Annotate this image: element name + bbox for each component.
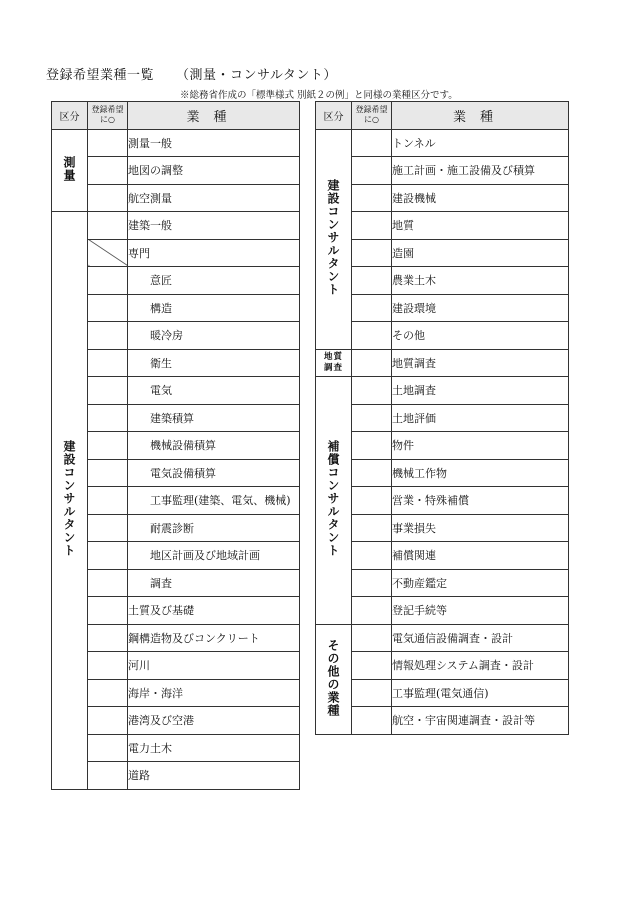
left-industry-table [51, 101, 300, 790]
table-row [316, 349, 569, 377]
category-label: 地質調査 [323, 351, 343, 373]
table-header-row [52, 102, 300, 130]
table-row [316, 569, 569, 597]
table-row [52, 707, 300, 735]
mark-cell[interactable] [88, 267, 128, 295]
industry-item: 物件 [392, 432, 569, 460]
mark-cell[interactable] [352, 459, 392, 487]
table-row [52, 267, 300, 295]
mark-cell[interactable] [352, 432, 392, 460]
industry-item: 意匠 [128, 267, 300, 295]
table-row [52, 404, 300, 432]
category-construction [52, 212, 88, 790]
table-row [52, 597, 300, 625]
industry-item: 造園 [392, 239, 569, 267]
table-row [52, 762, 300, 790]
mark-cell[interactable] [88, 487, 128, 515]
industry-item: 暖冷房 [128, 322, 300, 350]
table-row [316, 377, 569, 405]
mark-cell[interactable] [352, 514, 392, 542]
industry-item: 情報処理システム調査・設計 [392, 652, 569, 680]
industry-item: 港湾及び空港 [128, 707, 300, 735]
table-row [316, 707, 569, 735]
table-row [52, 377, 300, 405]
mark-cell[interactable] [88, 624, 128, 652]
table-row [316, 212, 569, 240]
header-mark: 登録希望に○ [352, 102, 392, 130]
table-row [316, 404, 569, 432]
industry-item: 工事監理(建築、電気、機械) [128, 487, 300, 515]
industry-item: 電気通信設備調査・設計 [392, 624, 569, 652]
header-item: 業種 [392, 102, 569, 130]
industry-item: 地図の調整 [128, 157, 300, 185]
table-row [316, 514, 569, 542]
mark-cell[interactable] [88, 679, 128, 707]
industry-item: 構造 [128, 294, 300, 322]
industry-item: 土地評価 [392, 404, 569, 432]
category-label: その他の業種 [326, 638, 340, 717]
header-item: 業種 [128, 102, 300, 130]
mark-cell[interactable] [352, 707, 392, 735]
title-main: 登録希望業種一覧 [46, 68, 155, 83]
table-row [52, 459, 300, 487]
table-row [52, 569, 300, 597]
note-text: ※総務省作成の「標準様式 別紙２の例」と同様の業種区分です。 [180, 90, 458, 101]
industry-item: 地区計画及び地域計画 [128, 542, 300, 570]
industry-item: 土質及び基礎 [128, 597, 300, 625]
mark-cell[interactable] [88, 322, 128, 350]
industry-item: 事業損失 [392, 514, 569, 542]
mark-cell[interactable] [88, 652, 128, 680]
category-label: 測量 [62, 155, 76, 182]
mark-cell[interactable] [352, 129, 392, 157]
table-row [52, 542, 300, 570]
table-row [52, 184, 300, 212]
industry-item: 建設環境 [392, 294, 569, 322]
table-row [52, 157, 300, 185]
industry-item: 工事監理(電気通信) [392, 679, 569, 707]
mark-cell[interactable] [88, 459, 128, 487]
mark-cell[interactable] [352, 294, 392, 322]
industry-item: その他 [392, 322, 569, 350]
mark-cell[interactable] [88, 212, 128, 240]
category-survey [52, 129, 88, 212]
mark-cell[interactable] [88, 569, 128, 597]
table-row [316, 129, 569, 157]
industry-item: 地質調査 [392, 349, 569, 377]
mark-cell[interactable] [88, 707, 128, 735]
right-industry-table [315, 101, 569, 735]
table-header-row [316, 102, 569, 130]
table-row [316, 487, 569, 515]
mark-cell[interactable] [88, 294, 128, 322]
industry-item: 電気 [128, 377, 300, 405]
industry-item: 建築積算 [128, 404, 300, 432]
table-row [316, 432, 569, 460]
table-row [316, 624, 569, 652]
category-label: 建設コンサルタント [62, 440, 76, 558]
industry-item: 航空・宇宙関連調査・設計等 [392, 707, 569, 735]
table-row [52, 432, 300, 460]
mark-cell[interactable] [352, 624, 392, 652]
category-geology [316, 349, 352, 377]
header-category: 区分 [316, 102, 352, 130]
table-row [316, 267, 569, 295]
mark-cell[interactable] [352, 157, 392, 185]
industry-item: 専門 [128, 239, 300, 267]
industry-item: 土地調査 [392, 377, 569, 405]
table-row [316, 322, 569, 350]
mark-cell[interactable] [352, 487, 392, 515]
table-row [52, 514, 300, 542]
mark-cell[interactable] [88, 129, 128, 157]
industry-item: 電力土木 [128, 734, 300, 762]
page-title [46, 64, 337, 83]
table-row [52, 679, 300, 707]
mark-cell[interactable] [352, 679, 392, 707]
mark-cell[interactable] [352, 652, 392, 680]
mark-cell[interactable] [88, 734, 128, 762]
mark-cell[interactable] [352, 212, 392, 240]
category-other [316, 624, 352, 734]
industry-item: 補償関連 [392, 542, 569, 570]
industry-item: 鋼構造物及びコンクリート [128, 624, 300, 652]
table-row [316, 652, 569, 680]
table-row [52, 652, 300, 680]
title-sub: （測量・コンサルタント） [176, 68, 337, 83]
industry-item: 航空測量 [128, 184, 300, 212]
industry-item: 営業・特殊補償 [392, 487, 569, 515]
table-row [52, 349, 300, 377]
mark-cell[interactable] [352, 322, 392, 350]
table-row [316, 459, 569, 487]
table-row [316, 542, 569, 570]
table-row [52, 322, 300, 350]
table-row [316, 157, 569, 185]
table-row [52, 129, 300, 157]
mark-cell[interactable] [352, 597, 392, 625]
header-category: 区分 [52, 102, 88, 130]
mark-cell[interactable] [352, 184, 392, 212]
industry-item: 施工計画・施工設備及び積算 [392, 157, 569, 185]
mark-cell[interactable] [352, 349, 392, 377]
industry-item: トンネル [392, 129, 569, 157]
mark-cell[interactable] [88, 597, 128, 625]
industry-item: 道路 [128, 762, 300, 790]
industry-item: 耐震診断 [128, 514, 300, 542]
category-label: 補償コンサルタント [326, 440, 340, 558]
mark-cell[interactable] [88, 184, 128, 212]
table-row [52, 294, 300, 322]
mark-cell[interactable] [88, 762, 128, 790]
industry-item: 電気設備積算 [128, 459, 300, 487]
industry-item: 登記手続等 [392, 597, 569, 625]
category-construction [316, 129, 352, 349]
industry-item: 測量一般 [128, 129, 300, 157]
industry-item: 海岸・海洋 [128, 679, 300, 707]
table-row [52, 624, 300, 652]
category-compensation [316, 377, 352, 625]
table-row [316, 597, 569, 625]
mark-cell[interactable] [88, 432, 128, 460]
header-mark: 登録希望に○ [88, 102, 128, 130]
table-row [316, 679, 569, 707]
industry-item: 機械設備積算 [128, 432, 300, 460]
mark-cell-disabled [88, 239, 128, 267]
mark-cell[interactable] [352, 267, 392, 295]
industry-item: 衛生 [128, 349, 300, 377]
industry-item: 不動産鑑定 [392, 569, 569, 597]
mark-cell[interactable] [88, 514, 128, 542]
industry-item: 調査 [128, 569, 300, 597]
industry-item: 地質 [392, 212, 569, 240]
mark-cell[interactable] [352, 239, 392, 267]
industry-item: 機械工作物 [392, 459, 569, 487]
table-row [52, 487, 300, 515]
mark-cell[interactable] [88, 157, 128, 185]
table-row [316, 184, 569, 212]
table-row [316, 294, 569, 322]
mark-cell[interactable] [88, 377, 128, 405]
industry-item: 建築一般 [128, 212, 300, 240]
mark-cell[interactable] [88, 404, 128, 432]
table-row [52, 734, 300, 762]
table-row [52, 212, 300, 240]
industry-item: 河川 [128, 652, 300, 680]
industry-item: 建設機械 [392, 184, 569, 212]
mark-cell[interactable] [352, 542, 392, 570]
mark-cell[interactable] [352, 404, 392, 432]
mark-cell[interactable] [352, 377, 392, 405]
table-row [52, 239, 300, 267]
industry-item: 農業土木 [392, 267, 569, 295]
mark-cell[interactable] [88, 349, 128, 377]
category-label: 建設コンサルタント [326, 179, 340, 296]
table-row [316, 239, 569, 267]
mark-cell[interactable] [352, 569, 392, 597]
mark-cell[interactable] [88, 542, 128, 570]
